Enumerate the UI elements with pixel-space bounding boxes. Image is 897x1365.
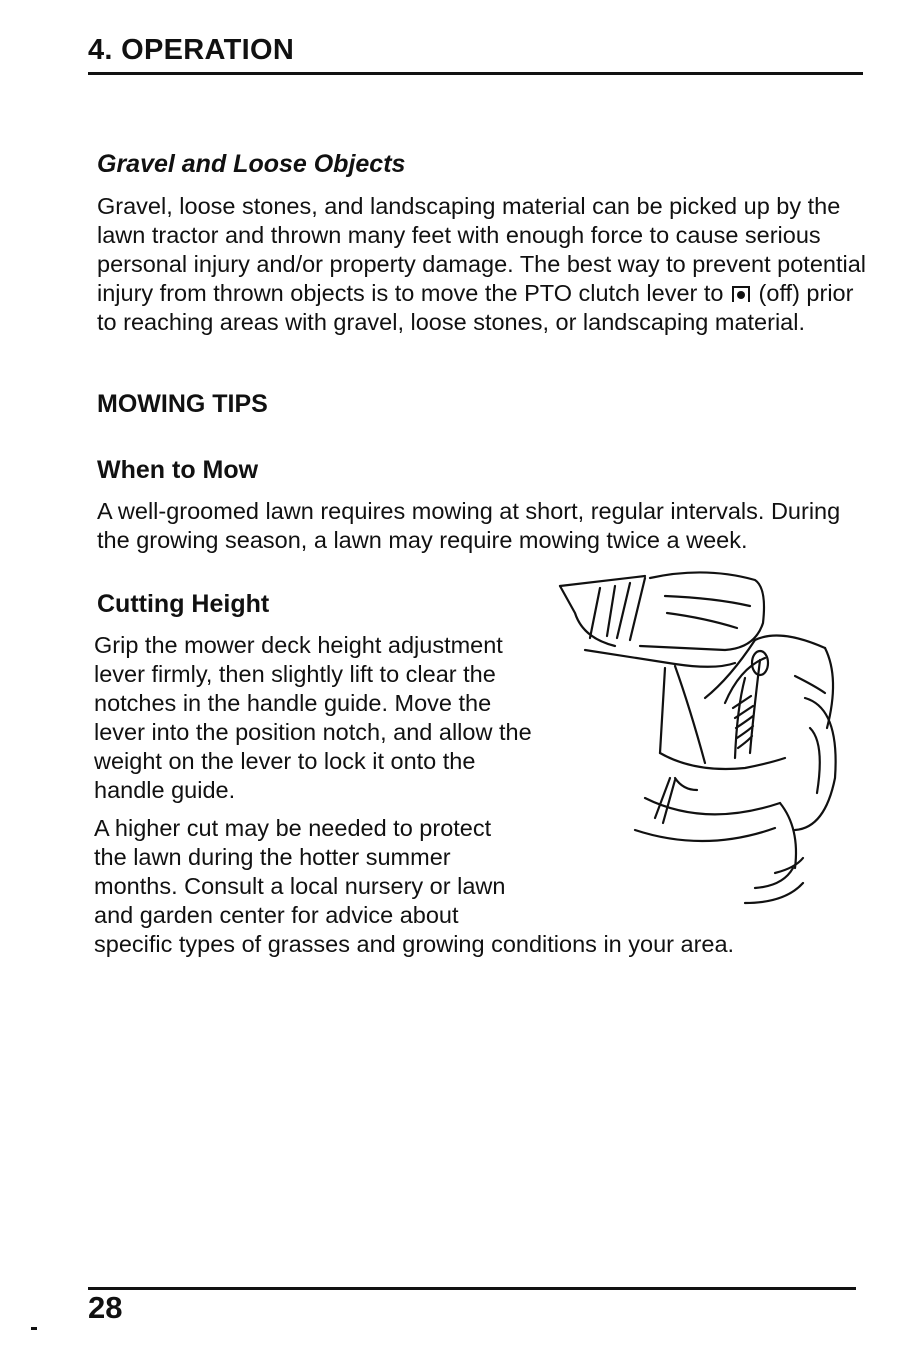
higher-cut-last-line: specific types of grasses and growing conditions in your area. [94, 931, 735, 957]
mowing-tips-heading: MOWING TIPS [97, 390, 268, 418]
section-header: 4. OPERATION [88, 34, 295, 66]
gravel-text-start: Gravel, loose stones, and landscaping material can be picked up by the lawn tractor and thrown many feet with enough force to cause serious personal injury and/or property damage. The best way to prevent potential injury from thrown objects is to move the PTO clutch lever to [97, 193, 866, 306]
higher-cut-line: months. Consult a local nursery or lawn [94, 873, 506, 899]
gravel-text-end: (off) prior to reaching areas with gravel, loose stones, or landscaping material. [97, 280, 854, 335]
higher-cut-line: and garden center for advice about [94, 902, 459, 928]
gravel-heading: Gravel and Loose Objects [97, 150, 406, 178]
higher-cut-paragraph [94, 814, 534, 930]
when-to-mow-paragraph: A well-groomed lawn requires mowing at short, regular intervals. During the growing season, a lawn may require mowing twice a week. [97, 498, 841, 553]
higher-cut-line: A higher cut may be needed to protect [94, 815, 492, 841]
header-rule [88, 72, 863, 75]
cutting-height-paragraph: Grip the mower deck height adjustment lever firmly, then slightly lift to clear the notches in the handle guide. Move the lever into the position notch, and allow the weight on the lever to lock it onto the handle guide. [94, 632, 532, 803]
gravel-paragraph [97, 192, 867, 337]
pto-off-icon [732, 286, 750, 302]
mower-height-lever-illustration [555, 568, 845, 918]
cutting-height-heading: Cutting Height [97, 590, 270, 618]
page-number: 28 [88, 1290, 123, 1325]
footer-rule [88, 1287, 856, 1290]
when-to-mow-heading: When to Mow [97, 456, 259, 484]
corner-mark [31, 1327, 37, 1330]
higher-cut-line: the lawn during the hotter summer [94, 844, 451, 870]
